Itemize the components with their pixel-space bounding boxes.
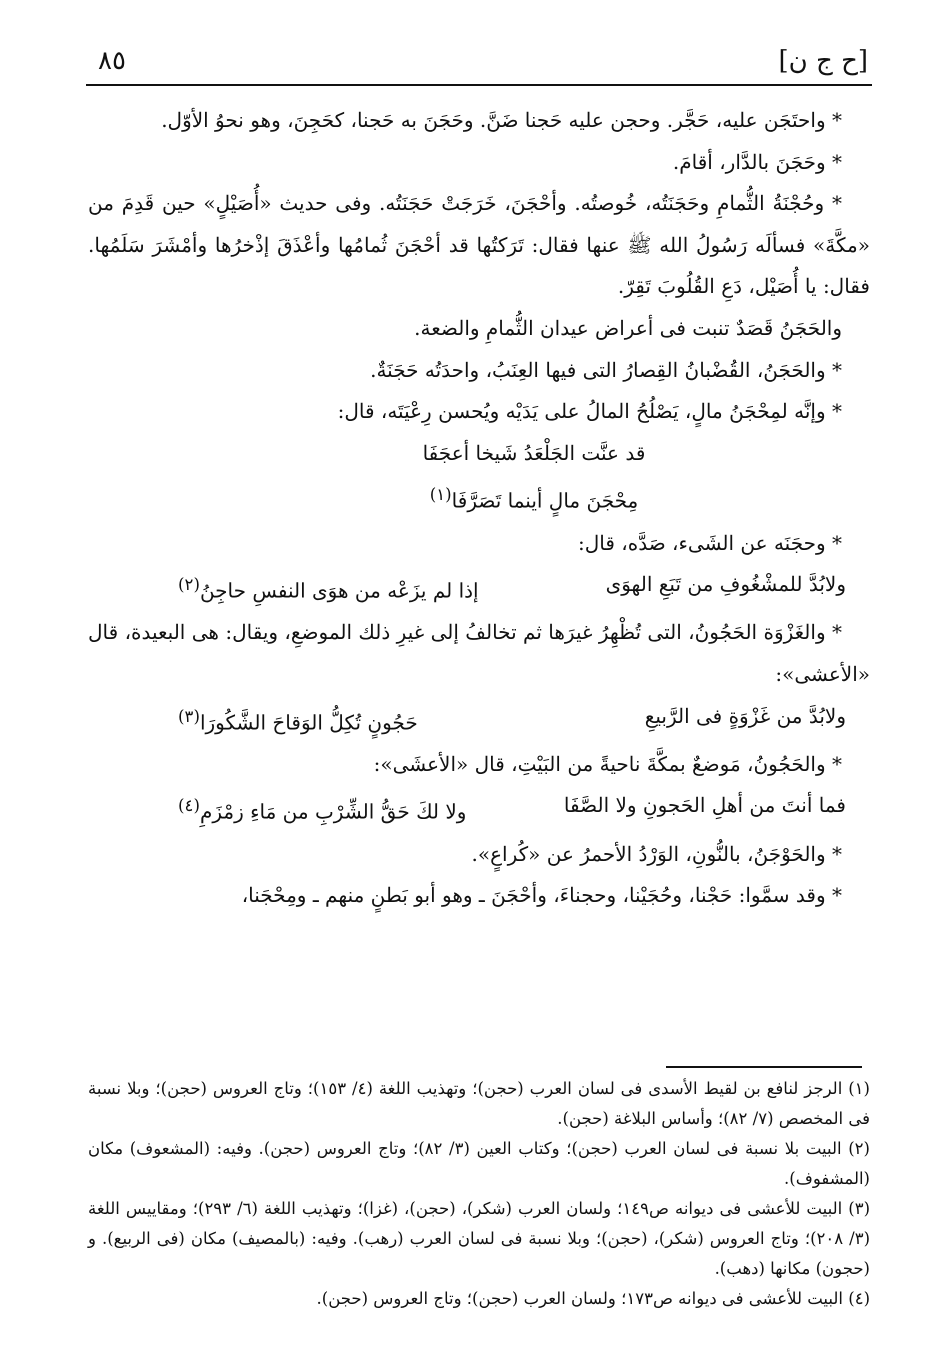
verse-4-hemistich-2 [178,785,466,833]
paragraph-7: * وحجَنَه عن الشَىء، صَدَّه، قال: [578,530,842,555]
paragraph-4: والحَجَنُ قَصَدٌ تنبت فى أعراض عيدان الثُّمامِ والضعة. [414,315,842,340]
verse-1-line-1: قد عنَّت الجَلْعَدُ شَيخا أعجَفَا [422,440,646,465]
page-number: ٨٥ [98,46,126,76]
footnotes [88,1074,870,1314]
verse-1-line-2 [88,474,870,522]
footnote-1: (١) الرجز لنافع بن لقيط الأسدى فى لسان العرب (حجن)؛ وتهذيب اللغة (٤/ ١٥٣)؛ وتاج العروس (حجن)؛ وبلا نسبة فى المخصص (٧/ ٨٢)؛ وأساس البلاغة (حجن). [88,1079,870,1128]
footnote-2: (٢) البيت بلا نسبة فى لسان العرب (حجن)؛ وكتاب العين (٣/ ٨٢)؛ وتاج العروس (حجن). وفيه: (المشعوف) مكان (المشفوف). [88,1139,870,1188]
verse-4 [178,785,846,833]
footnote-4: (٤) البيت للأعشى فى ديوانه ص١٧٣؛ ولسان العرب (حجن)؛ وتاج العروس (حجن). [316,1289,870,1308]
verse-3 [178,696,846,744]
paragraph-5: * والحَجَنُ، القُضْبانُ القِصارُ التى فيها العِنَبُ، واحدَتُه حَجَنَةٌ. [370,357,842,382]
main-text [88,100,870,917]
footnote-rule [666,1066,862,1068]
verse-2 [178,564,846,612]
footnote-3: (٣) البيت للأعشى فى ديوانه ص١٤٩؛ ولسان العرب (شكر)، (حجن)، (غزا)؛ وتهذيب اللغة (٦/ ٢٩٣)؛ ومقاييس اللغة (٣/ ٢٠٨)؛ وتاج العروس (شكر)، (حجن)؛ وبلا نسبة فى لسان العرب (رهب). وفيه: (بالمصيف) مكان (فى الربيع). و (حجون) مكانها (دهب). [88,1199,870,1278]
paragraph-8: * والغَزْوَة الحَجُونُ، التى تُظْهِرُ غيرَها ثم تخالفُ إلى غيرِ ذلك الموضعِ، ويقال: هى البعيدة، قال «الأعشى»: [88,620,870,687]
page-header [86,40,876,84]
verse-4-hemistich-2-text: ولا لكَ حَقُّ الشِّرْبِ من مَاءِ زمْزَمِ [199,800,467,825]
verse-3-hemistich-1: ولابُدَّ من غَزْوَةٍ فى الرَّبيعِ [644,703,846,728]
paragraph-1: * واحتَجَن عليه، حَجَّر. وحجن عليه حَجنا ضَنَّ. وحَجَنَ به حَجنا، كحَجِنَ، وهو نحوُ الأوّل. [161,108,842,132]
header-rule [86,84,872,86]
verse-3-hemistich-2-text: حَجُونٍ تُكِلُّ الوَقاحَ الشَّكُورَا [199,710,418,735]
verse-2-hemistich-1: ولابُدَّ للمشْغُوفِ من تَبَعِ الهوَى [605,572,846,597]
verse-4-hemistich-1: فما أنتَ من أهلِ الحَجونِ ولا الصَّفَا [563,793,846,818]
footnote-mark-2: (٢) [178,575,200,595]
paragraph-6: * وإنَّه لمِحْجَنُ مالٍ، يَصْلُحُ المالُ على يَدَيْه ويُحسن رِعْيَتَه، قال: [337,399,842,424]
paragraph-2: * وحَجَنَ بالدَّار، أقامَ. [672,149,842,174]
verse-2-hemistich-2 [178,564,479,612]
footnote-mark-1: (١) [429,485,452,505]
verse-3-hemistich-2 [178,696,418,744]
verse-2-hemistich-2-text: إذا لم يزَعْه من هوَى النفسِ حاجِنُ [199,578,479,603]
paragraph-3: * وحُجْنَةُ الثُّمامِ وحَجَنَتُه، خُوصتُه. وأحْجَنَ، خَرَجَتْ حَجَنَتُه. وفى حديث «أُصَيْلٍ» حين قَدِمَ من «مكَّةَ» فسألَه رَسُولُ الله ﷺ عنها فقال: تَرَكتُها قد أحْجَنَ ثُمامُها وأعْذَقَ إذْخرُها وأمْشَرَ سَلَمُها. فقال: يا أُصَيْل، دَعِ القُلُوبَ تَقِرّ. [88,191,870,299]
footnote-mark-3: (٣) [178,706,200,726]
footnote-mark-4: (٤) [178,796,200,816]
verse-1-line-2-text: مِحْجَنَ مالٍ أينما تَصَرَّفَا [451,489,639,513]
section-root-letters: [ح ج ن] [778,46,868,76]
paragraph-9: * والحَجُونُ، مَوضعٌ بمكَّةَ ناحيةً من البَيْتِ، قال «الأعشَى»: [373,751,842,776]
paragraph-10: * والحَوْجَنُ، بالنُّونِ، الوَرْدُ الأحمرُ عن «كُراعٍ». [471,841,842,866]
paragraph-11: * وقد سمَّوا: حَجْنا، وحُجَيْنا، وحجناءَ، وأحْجَنَ ـ وهو أبو بَطنٍ منهم ـ ومِحْجَنا، [241,883,842,908]
